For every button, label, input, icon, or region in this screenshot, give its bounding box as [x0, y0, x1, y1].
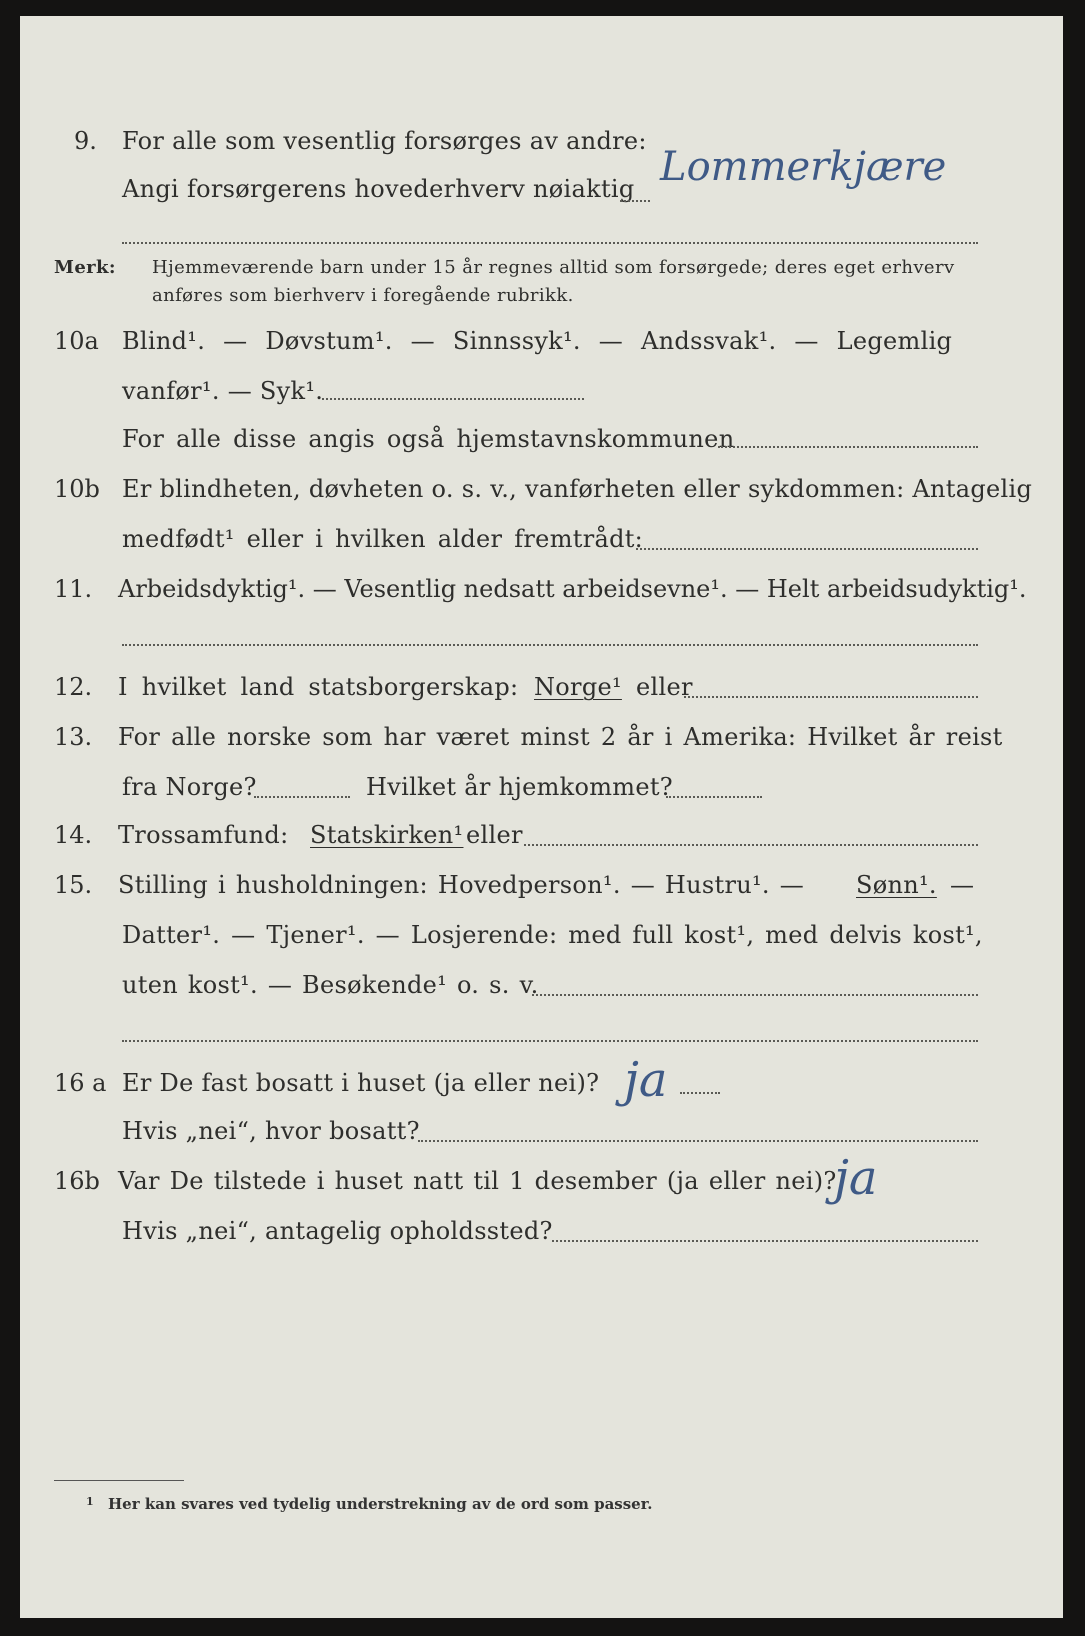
- q10a-line3: For alle disse angis også hjemstavnskommunen: [122, 425, 735, 453]
- footnote-marker: 1: [86, 1495, 94, 1508]
- q12-underlined-answer: Norge¹: [534, 673, 622, 701]
- q15-dotted-line: [122, 1040, 978, 1042]
- q9-dotted-fill: [620, 200, 650, 202]
- merk-label: Merk:: [54, 257, 116, 278]
- q13-line1: For alle norske som har været minst 2 år i Amerika: Hvilket år reist: [118, 723, 1003, 751]
- q13-line2b: Hvilket år hjemkommet?: [366, 773, 673, 801]
- q16b-number: 16b: [54, 1167, 100, 1195]
- q13-dotted-1: [254, 796, 350, 798]
- q10b-dotted-line: [636, 548, 978, 550]
- q10a-number: 10a: [54, 327, 99, 355]
- q13-number: 13.: [54, 723, 93, 751]
- q15-line1-dash: —: [950, 871, 975, 899]
- q14-eller: eller: [466, 821, 523, 849]
- q16b-dotted-line: [552, 1240, 978, 1242]
- q16a-dotted-1: [680, 1092, 720, 1094]
- q15-number: 15.: [54, 871, 93, 899]
- q16b-line2: Hvis „nei“, antagelig opholdssted?: [122, 1217, 553, 1245]
- q14-text: Trossamfund:: [118, 821, 289, 849]
- footnote-text: Her kan svares ved tydelig understrekning av de ord som passer.: [108, 1495, 653, 1513]
- q10b-number: 10b: [54, 475, 100, 503]
- q16a-line1: Er De fast bosatt i huset (ja eller nei)?: [122, 1069, 600, 1097]
- q13-line2a: fra Norge?: [122, 773, 257, 801]
- q15-line1: Stilling i husholdningen: Hovedperson¹. — Hustru¹. —: [118, 871, 805, 899]
- q15-underlined-answer: Sønn¹.: [856, 871, 937, 899]
- q16a-number: 16 a: [54, 1069, 107, 1097]
- q13-dotted-2: [666, 796, 762, 798]
- q16a-dotted-2: [418, 1140, 978, 1142]
- q11-dotted-line: [122, 644, 978, 646]
- census-form-page: [20, 16, 1063, 1618]
- q12-dotted-line: [684, 696, 978, 698]
- q9-line2: Angi forsørgerens hovederhverv nøiaktig: [122, 175, 635, 203]
- q12-text: I hvilket land statsborgerskap:: [118, 673, 519, 701]
- q10a-line2: vanfør¹. — Syk¹.: [122, 377, 324, 405]
- q14-underlined-answer: Statskirken¹: [310, 821, 464, 849]
- q15-line2: Datter¹. — Tjener¹. — Losjerende: med full kost¹, med delvis kost¹,: [122, 921, 983, 949]
- q9-dotted-line: [122, 242, 978, 244]
- q14-number: 14.: [54, 821, 93, 849]
- q11-number: 11.: [54, 575, 93, 603]
- q16a-line2: Hvis „nei“, hvor bosatt?: [122, 1117, 420, 1145]
- q16b-handwritten-answer: ja: [834, 1150, 878, 1206]
- q16a-handwritten-answer: ja: [624, 1052, 668, 1108]
- q10a-line1: Blind¹. — Døvstum¹. — Sinnssyk¹. — Andssvak¹. — Legemlig: [122, 327, 953, 355]
- q9-handwritten-answer: Lommerkjære: [660, 144, 947, 190]
- q14-dotted-line: [524, 844, 978, 846]
- q15-line3: uten kost¹. — Besøkende¹ o. s. v.: [122, 971, 539, 999]
- q10b-line1: Er blindheten, døvheten o. s. v., vanførheten eller sykdommen: Antagelig: [122, 475, 1033, 503]
- merk-line1: Hjemmeværende barn under 15 år regnes alltid som forsørgede; deres eget erhverv: [152, 257, 955, 278]
- q15-line3-dotted: [532, 994, 978, 996]
- q10a-dotted-line: [322, 398, 584, 400]
- q9-number: 9.: [74, 127, 97, 155]
- q12-number: 12.: [54, 673, 93, 701]
- q12-eller: eller: [636, 673, 693, 701]
- q10a-line3-dotted: [718, 446, 978, 448]
- q10b-line2: medfødt¹ eller i hvilken alder fremtrådt:: [122, 525, 644, 553]
- footnote-rule: [54, 1480, 184, 1481]
- q16b-line1: Var De tilstede i huset natt til 1 desember (ja eller nei)?: [118, 1167, 837, 1195]
- q9-line1: For alle som vesentlig forsørges av andre:: [122, 127, 647, 155]
- merk-line2: anføres som bierhverv i foregående rubrikk.: [152, 285, 574, 306]
- q11-line1: Arbeidsdyktig¹. — Vesentlig nedsatt arbeidsevne¹. — Helt arbeidsudyktig¹.: [118, 575, 1027, 603]
